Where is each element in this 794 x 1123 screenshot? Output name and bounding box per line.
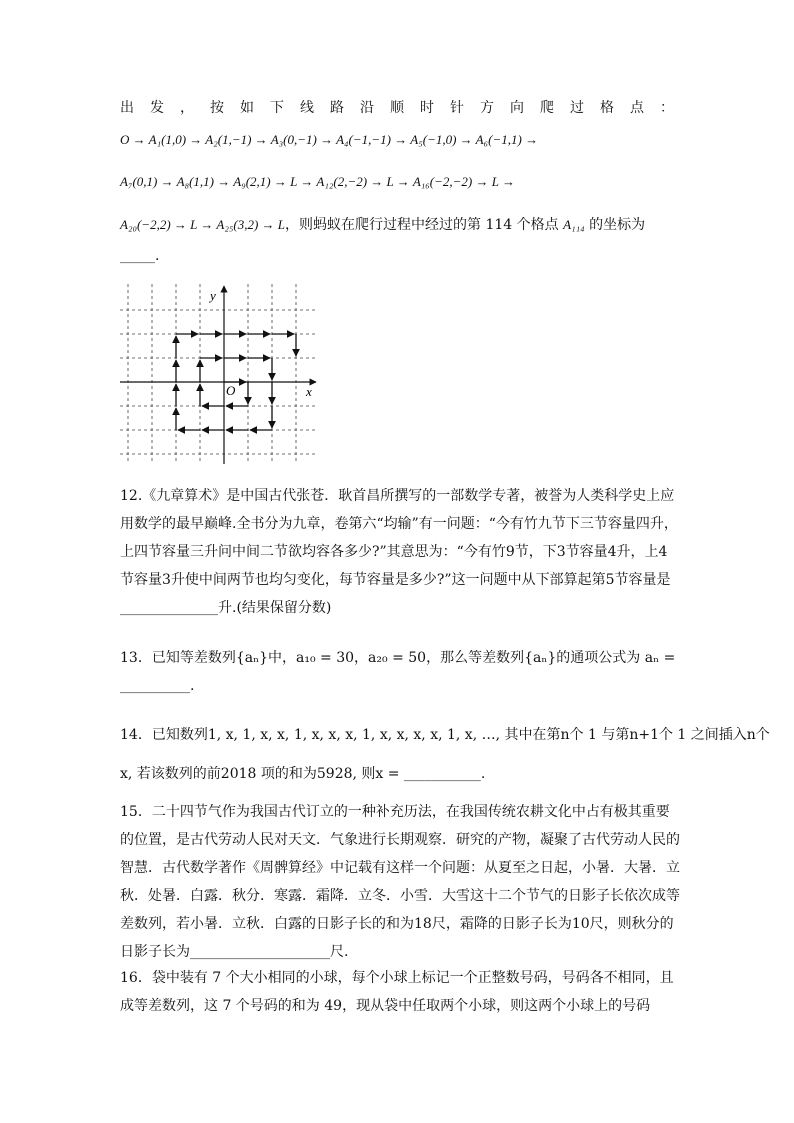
q11-path-line-1: O → A₁(1,0) → A₂(1,−1) → A₃(0,−1) → A₄(−1,−1) → A₅(−1,0) → A₆(−1,1) → [120,132,539,147]
q11-intro-char: 过 [570,100,584,116]
q11-intro-char: 针 [450,100,464,116]
grid-lines [120,284,318,462]
q11-intro-char: ， [180,100,194,116]
q11-intro-char: 沿 [360,100,374,116]
q11-intro-char: 路 [330,100,344,116]
q11-intro-char: 时 [420,100,434,116]
y-axis-label: y [210,288,216,303]
axes [120,286,316,464]
q11-intro-char: 线 [300,100,314,116]
q11-target-point: A₁₁₄ [563,217,585,232]
q11-question-text: ，则蚂蚁在爬行过程中经过的第 114 个格点 [285,217,559,233]
q11-intro-char: 点 [630,100,644,116]
q11-intro-char: 爬 [540,100,554,116]
q11-path-line-3 [120,215,645,235]
q11-intro-char: 发 [150,100,164,116]
q11-intro-char: 如 [240,100,254,116]
q11-intro-char: 下 [270,100,284,116]
question-14-line-1: 14．已知数列1, x, 1, x, x, 1, x, x, x, 1, x, x, x, x, 1, x, …, 其中在第n个 1 与第n+1个 1 之间插入n个 [120,727,770,743]
q11-path-math: A₂₀(−2,2) → L → A₂₅(3,2) → L [120,217,286,232]
spiral-grid-figure [118,282,323,467]
q11-intro [120,98,674,118]
q11-answer-blank: _____. [120,248,160,264]
q11-tail: 的坐标为 [584,217,646,233]
q11-intro-char: 向 [510,100,524,116]
q11-intro-char: 格 [600,100,614,116]
q11-path-line-2: A₇(0,1) → A₈(1,1) → A₉(2,1) → L → A₁₂(2,−2) → L → A₁₆(−2,−2) → L → [120,174,515,189]
origin-label: O [226,383,236,398]
x-axis-label: x [306,384,312,399]
q11-intro-char: 出 [120,100,134,116]
q11-intro-char: 按 [210,100,224,116]
question-13: 13．已知等差数列{aₙ}中，a₁₀ = 30，a₂₀ = 50，那么等差数列{aₙ}的通项公式为 aₙ = __________. [120,650,676,694]
q11-intro-char: 方 [480,100,494,116]
question-16: 16．袋中装有 7 个大小相同的小球，每个小球上标记一个正整数号码，号码各不相同，且成等差数列，这 7 个号码的和为 49，现从袋中任取两个小球，则这两个小球上的号码 [120,970,674,1014]
q11-intro-char: ： [660,100,674,116]
question-14-line-2: x, 若该数列的前2018 项的和为5928, 则x = ___________. [120,766,486,782]
q11-intro-char: 顺 [390,100,404,116]
question-12: 12.《九章算术》是中国古代张苍．耿首昌所撰写的一部数学专著，被誉为人类科学史上应用数学的最早巅峰.全书分为九章，卷第六“均输”有一问题：“今有竹九节下三节容量四升，上四节容量三升问中间二节欲均容各多少?”其意思为：“今有竹9节，下3节容量4升，上4节容量3升使中间两节也均匀变化，每节容量是多少?”这一问题中从下部算起第5节容量是 ______________升.(结果保留分数) [120,488,678,616]
question-15: 15．二十四节气作为我国古代订立的一种补充历法，在我国传统农耕文化中占有极其重要的位置，是古代劳动人民对天文．气象进行长期观察．研究的产物，凝聚了古代劳动人民的智慧．古代数学著作《周髀算经》中记载有这样一个问题：从夏至之日起，小暑．大暑．立秋．处暑．白露．秋分．寒露．霜降．立冬．小雪．大雪这十二个节气的日影子长依次成等差数列，若小暑．立秋．白露的日影子长的和为18尺，霜降的日影子长为10尺，则秋分的日影子长为____________________尺. [120,804,680,960]
